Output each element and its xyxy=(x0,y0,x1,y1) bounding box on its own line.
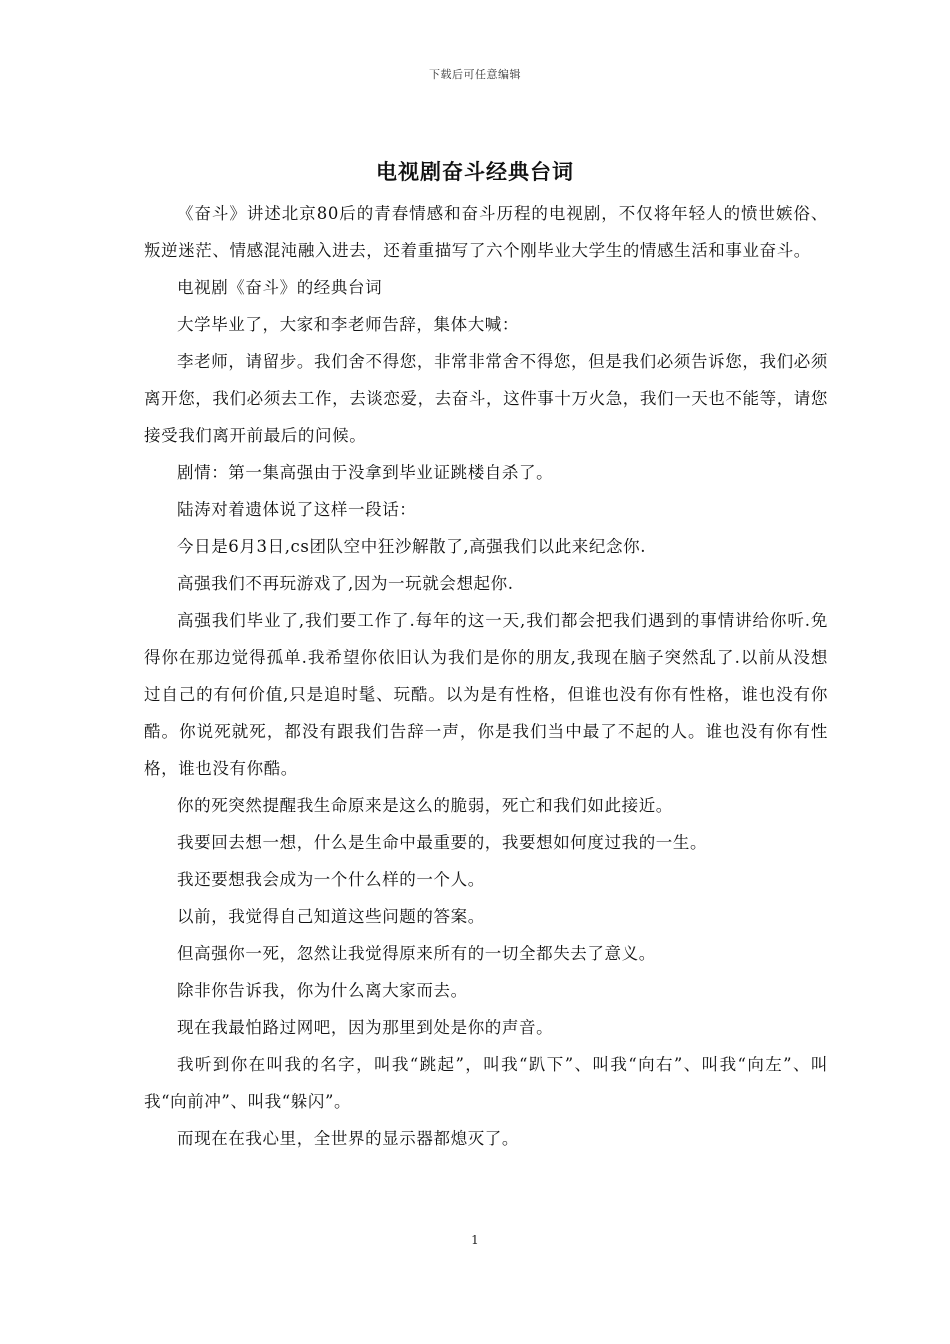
paragraph: 我要回去想一想，什么是生命中最重要的，我要想如何度过我的一生。 xyxy=(177,833,708,852)
document-title: 电视剧奋斗经典台词 xyxy=(376,159,574,184)
paragraph-intro: 《奋斗》讲述北京80后的青春情感和奋斗历程的电视剧，不仅将年轻人的愤世嫉俗、叛逆迷茫、情感混沌融入进去，还着重描写了六个刚毕业大学生的情感生活和事业奋斗。 xyxy=(144,204,828,260)
paragraph-subheading: 电视剧《奋斗》的经典台词 xyxy=(177,278,383,297)
paragraph: 现在我最怕路过网吧，因为那里到处是你的声音。 xyxy=(177,1018,554,1037)
paragraph: 但高强你一死，忽然让我觉得原来所有的一切全都失去了意义。 xyxy=(177,944,656,963)
header-note: 下载后可任意编辑 xyxy=(429,68,521,81)
paragraph: 陆涛对着遗体说了这样一段话： xyxy=(177,500,417,519)
paragraph: 除非你告诉我，你为什么离大家而去。 xyxy=(177,981,468,1000)
paragraph: 高强我们不再玩游戏了,因为一玩就会想起你. xyxy=(177,574,514,593)
page-number: 1 xyxy=(471,1233,479,1247)
paragraph: 你的死突然提醒我生命原来是这么的脆弱，死亡和我们如此接近。 xyxy=(177,796,673,815)
paragraph: 剧情：第一集高强由于没拿到毕业证跳楼自杀了。 xyxy=(177,463,554,482)
paragraph: 我听到你在叫我的名字，叫我“跳起”，叫我“趴下”、叫我“向右”、叫我“向左”、叫我“向前冲”、叫我“躲闪”。 xyxy=(144,1055,828,1111)
paragraph: 而现在在我心里，全世界的显示器都熄灭了。 xyxy=(177,1129,519,1148)
paragraph: 以前，我觉得自己知道这些问题的答案。 xyxy=(177,907,485,926)
paragraph: 李老师，请留步。我们舍不得您，非常非常舍不得您，但是我们必须告诉您，我们必须离开您，我们必须去工作，去谈恋爱，去奋斗，这件事十万火急，我们一天也不能等，请您接受我们离开前最后的问候。 xyxy=(144,352,828,445)
paragraph: 高强我们毕业了,我们要工作了.每年的这一天,我们都会把我们遇到的事情讲给你听.免得你在那边觉得孤单.我希望你依旧认为我们是你的朋友,我现在脑子突然乱了.以前从没想过自己的有何价值,只是追时髦、玩酷。以为是有性格，但谁也没有你有性格，谁也没有你酷。你说死就死，都没有跟我们告辞一声，你是我们当中最了不起的人。谁也没有你有性格，谁也没有你酷。 xyxy=(144,611,828,778)
paragraph: 今日是6月3日,cs团队空中狂沙解散了,高强我们以此来纪念你. xyxy=(177,537,647,556)
document-body xyxy=(144,195,828,1157)
paragraph: 大学毕业了，大家和李老师告辞，集体大喊： xyxy=(177,315,519,334)
paragraph: 我还要想我会成为一个什么样的一个人。 xyxy=(177,870,485,889)
